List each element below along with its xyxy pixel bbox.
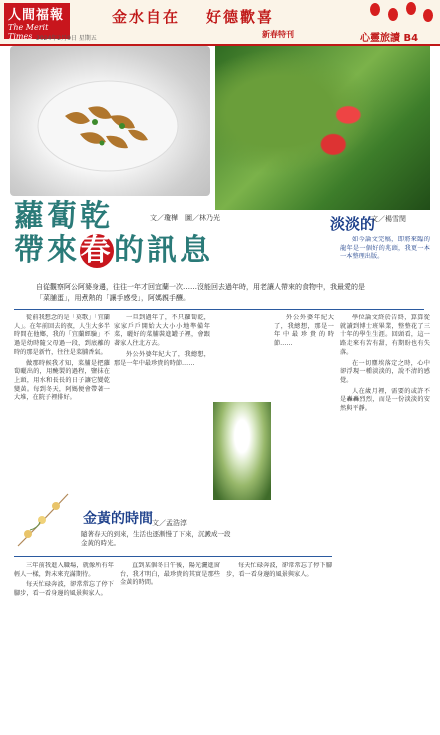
essay-dek (340, 236, 430, 276)
masthead (0, 0, 440, 46)
calligraphy-right: 好德歡喜 (206, 8, 275, 26)
article-byline: 文／瓊樺 圖／林乃光 (150, 214, 220, 222)
article-dek: 自從觀察阿公阿婆身邊，往往一年才回宜蘭一次……沒能回去過年時，用老讓人帶來的食物中，我最愛的是「菜脯蛋」，用煮熱的「讓手感受」，阿媽親手釀。 (36, 283, 365, 302)
article-body-col-1 (14, 314, 110, 504)
headline-part: 帶來 (14, 233, 80, 268)
article-body-col-3 (274, 314, 334, 504)
paragraph: 每天忙碌奔波，卻常常忘了停下腳步，看一看身邊的風景與家人。 (14, 581, 114, 598)
paragraph: 外公外婆年紀大了，我總想，那是一年中最珍貴的時節…… (274, 314, 334, 348)
paragraph: 三年前我進入職場，就像所有年輕人一樣，對未來充滿期待。 (14, 562, 114, 578)
special-edition-label: 新春特刊 (262, 30, 294, 39)
radish-plate-illustration (10, 46, 210, 196)
feature-title: 金黃的時間 (83, 511, 153, 527)
logo-english: The Merit Times (8, 23, 49, 41)
lantern-icon (406, 2, 416, 15)
dried-radish-photo (10, 46, 210, 196)
lantern-icon (423, 9, 433, 22)
paragraph: 學位論文終於告終，算算從就讀到博士班畢業，整整花了三十年的學生生涯。回頭看，這一路走來有苦有甜，有期盼也有失落。 (340, 314, 430, 356)
paragraph: 人在歲月裡，需要的或許不是轟轟烈烈，而是一份淡淡的安然與平靜。 (340, 387, 430, 413)
feature-body-col-2 (120, 562, 220, 732)
paragraph: 做那時候我才知，菜脯是把蘿蔔曬出的，用醃製的過程，鹽抹在上頭，用水和長長的日子讓它變乾變黃。每到冬天，阿媽便會帶著一大堆，在院子裡排好。 (14, 359, 110, 402)
paragraph: 每天忙碌奔波，卻常常忘了停下腳步，看一看身邊的風景與家人。 (226, 562, 332, 578)
spring-character-badge: 春 (80, 233, 114, 268)
paragraph: 外公外婆年紀大了，我總想，那是一年中最珍貴的時節…… (114, 350, 210, 367)
feature-byline: 文／孟浩淳 (152, 519, 187, 527)
article-headline (14, 200, 213, 268)
headline-line-2 (14, 234, 213, 268)
paragraph: 一旦到過年了，不只蘿蔔乾，家家戶戶開始大大小小地準備年菜，曬好的菜脯裝進罐子裡，會跟著家人往北方去。 (114, 314, 210, 348)
calligraphy-left: 金水自在 (112, 8, 181, 26)
paragraph: 在一切塵埃落定之時，心中卻浮現一種淡淡的，說不清的感覺。 (340, 359, 430, 384)
section-label: 心靈旅讀 B4 (360, 33, 419, 44)
logo-chinese: 人間福報 (8, 8, 65, 23)
essay-body (340, 314, 430, 714)
feature-body-col-1 (14, 562, 114, 732)
flower-illustration (8, 486, 78, 552)
feature-body-col-3 (226, 562, 332, 732)
lantern-icon (388, 8, 398, 21)
essay-byline: 文／楊雪閔 (371, 215, 406, 223)
essay-title: 淡淡的 (330, 215, 376, 233)
paragraph: 直到某個冬日午後，陽光灑進窗台，我才明白，最珍貴的其實是那些金黃的時間。 (120, 562, 220, 587)
headline-line-1: 蘿蔔乾 (14, 199, 113, 234)
divider (14, 309, 424, 310)
divider (14, 556, 332, 557)
issue-date: 2024年2月9日 星期五 (36, 35, 97, 42)
article-body-col-2 (114, 314, 210, 504)
feature-dek: 隨著春天的到來，生活也逐漸慢了下來，沉澱成一段金黃的時光。 (81, 530, 231, 547)
vegetable-garden-photo (215, 46, 430, 210)
radish-harvest-photo (213, 402, 271, 500)
lantern-icon (370, 3, 380, 16)
headline-part: 的訊息 (114, 233, 213, 268)
paragraph: 從前我想念的是「莫歌」「宜蘭人」。在年前回去的夜，人生大多半時間在他鄉，我的「宜蘭經驗」不過是幼時隨父母過一段，到底離的時的那是新竹，往往是菜脯香氣。 (14, 314, 110, 356)
paragraph: 如今論文完稿，即將來臨的龍年是一個好的兆頭，我更一本一本整理出版。 (340, 236, 430, 261)
